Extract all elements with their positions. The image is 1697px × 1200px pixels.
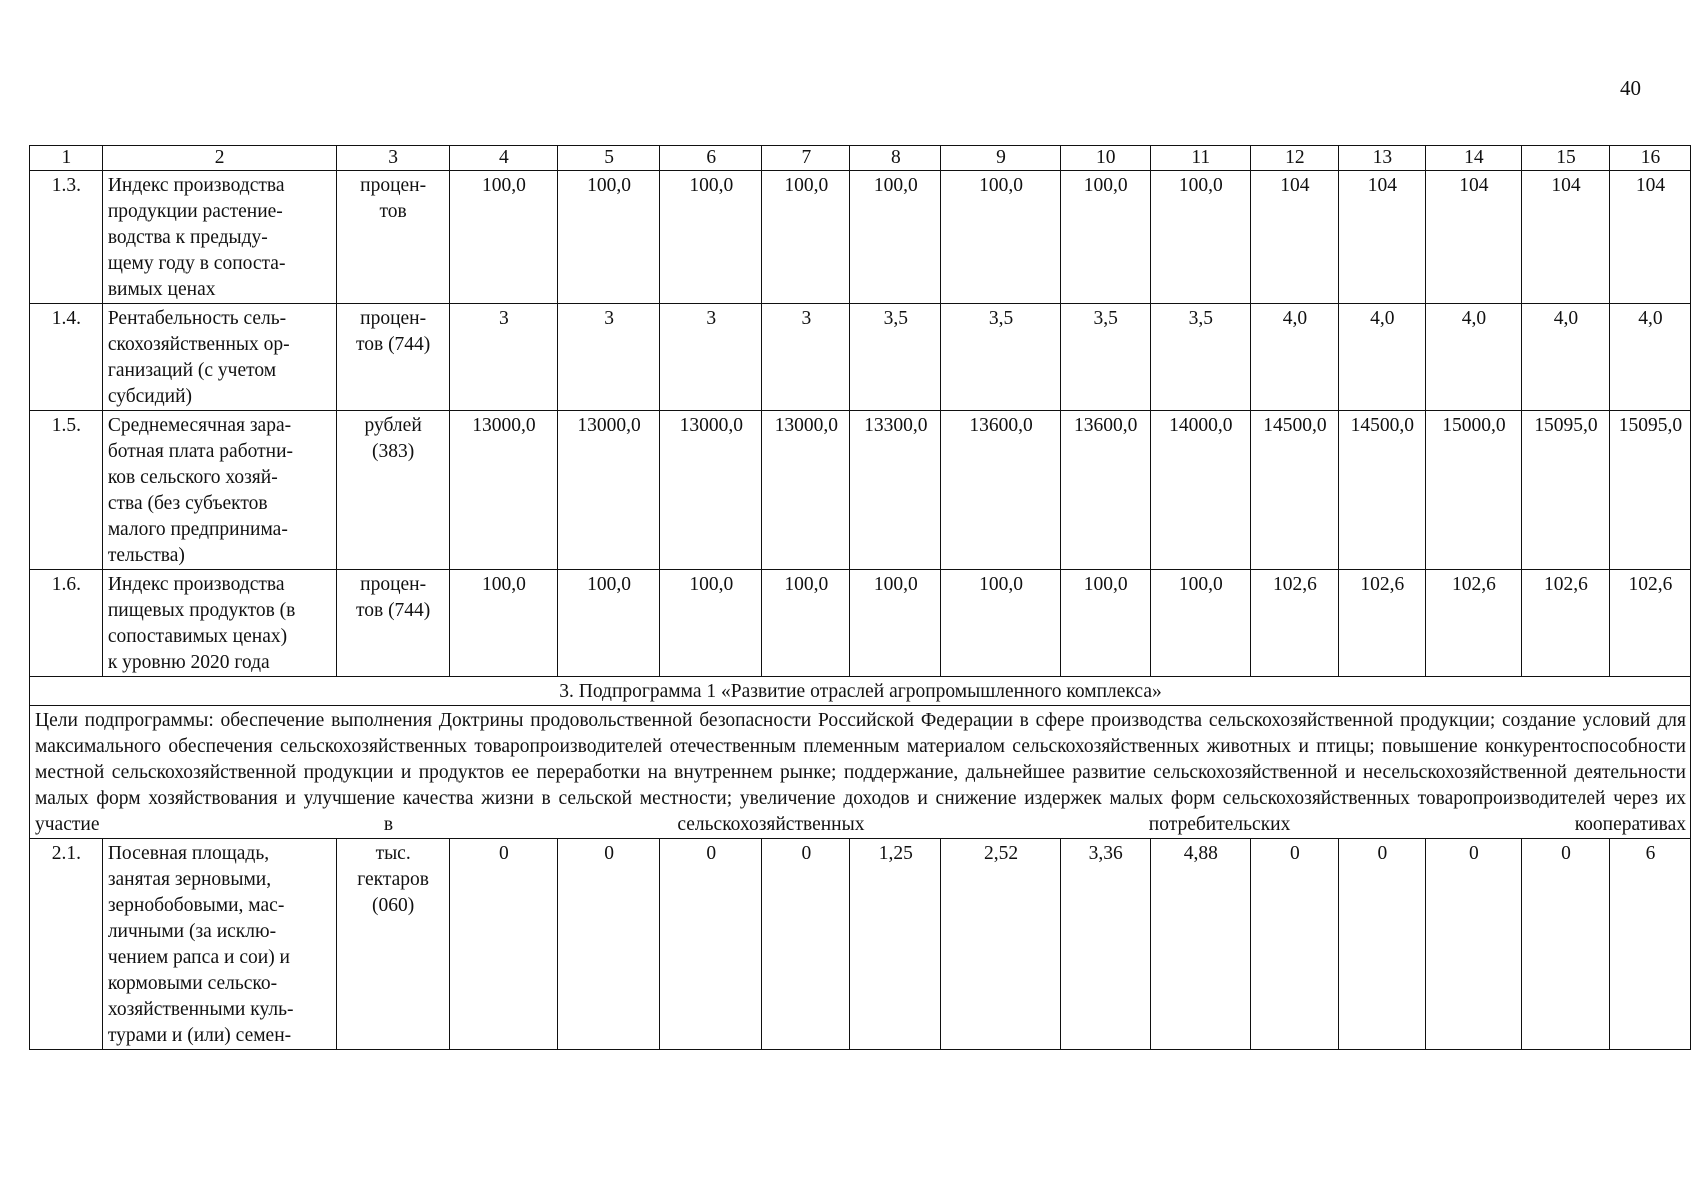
- value-cell: 100,0: [941, 570, 1060, 677]
- text-line: к уровню 2020 года: [107, 652, 270, 673]
- value-cell: 100,0: [558, 570, 660, 677]
- value-cell: 4,0: [1609, 304, 1690, 411]
- subprogram-goals: Цели подпрограммы: обеспечение выполнения Доктрины продовольственной безопасности Российской Федерации в сфере производства сельскохозяйственной продукции; создание условий для максимального обеспечения сельскохозяйственных товаропроизводителей отечественным племенным материалом сельскохозяйственных животных и птицы; повышение конкурентоспособности местной сельскохозяйственной продукции и продуктов ее переработки на внутреннем рынке; поддержание, дальнейшее развитие сельскохозяйственной и несельскохозяйственной деятельности малых форм хозяйствования и улучшение качества жизни в сельской местности; увеличение доходов и снижение издержек малых форм сельскохозяйственных товаропроизводителей через их участие в сельскохозяйственных потребительских кооперативах: [30, 706, 1691, 839]
- value-cell: 3: [558, 304, 660, 411]
- value-cell: 4,0: [1338, 304, 1425, 411]
- value-cell: 100,0: [762, 570, 850, 677]
- value-cell: 102,6: [1250, 570, 1338, 677]
- value-cell: 0: [1425, 839, 1521, 1050]
- row-number: 1.6.: [30, 570, 103, 677]
- text-line: процен-: [360, 574, 427, 595]
- value-cell: 102,6: [1521, 570, 1609, 677]
- value-cell: 3: [660, 304, 762, 411]
- indicator-name: [102, 839, 336, 1050]
- value-cell: 102,6: [1425, 570, 1521, 677]
- value-cell: 13000,0: [449, 411, 557, 570]
- text-line: ганизаций (с учетом: [107, 360, 277, 381]
- value-cell: 100,0: [850, 570, 941, 677]
- column-number-cell: 13: [1338, 146, 1425, 171]
- value-cell: 0: [1250, 839, 1338, 1050]
- column-number-cell: 10: [1060, 146, 1150, 171]
- column-number-cell: 7: [762, 146, 850, 171]
- value-cell: 104: [1250, 171, 1338, 304]
- value-cell: 100,0: [660, 570, 762, 677]
- text-line: субсидий): [107, 386, 193, 407]
- text-line: продукции растение-: [107, 201, 283, 222]
- row-number: 2.1.: [30, 839, 103, 1050]
- column-number-cell: 8: [850, 146, 941, 171]
- value-cell: 102,6: [1338, 570, 1425, 677]
- unit-of-measure: [336, 839, 449, 1050]
- value-cell: 0: [449, 839, 557, 1050]
- text-line: чением рапса и сои) и: [107, 947, 290, 968]
- value-cell: 3: [449, 304, 557, 411]
- unit-of-measure: [336, 304, 449, 411]
- value-cell: 14500,0: [1250, 411, 1338, 570]
- value-cell: 4,88: [1150, 839, 1250, 1050]
- text-line: рублей: [364, 415, 422, 436]
- value-cell: 1,25: [850, 839, 941, 1050]
- column-number-row: [30, 146, 1691, 171]
- indicator-name: [102, 171, 336, 304]
- indicator-name: [102, 411, 336, 570]
- value-cell: 0: [1338, 839, 1425, 1050]
- indicator-row: [30, 411, 1691, 570]
- indicators-table: [29, 145, 1691, 1050]
- page-number: 40: [1620, 76, 1641, 100]
- column-number-cell: 5: [558, 146, 660, 171]
- value-cell: 3,5: [1150, 304, 1250, 411]
- value-cell: 4,0: [1425, 304, 1521, 411]
- text-line: Индекс производства: [107, 175, 285, 196]
- column-number-cell: 2: [102, 146, 336, 171]
- indicator-row: [30, 570, 1691, 677]
- text-line: личными (за исклю-: [107, 921, 277, 942]
- text-line: (383): [372, 441, 415, 462]
- value-cell: 13000,0: [660, 411, 762, 570]
- column-number-cell: 6: [660, 146, 762, 171]
- row-number: 1.3.: [30, 171, 103, 304]
- row-number: 1.4.: [30, 304, 103, 411]
- column-number-cell: 4: [449, 146, 557, 171]
- indicator-name: [102, 304, 336, 411]
- value-cell: 100,0: [1150, 171, 1250, 304]
- text-line: занятая зерновыми,: [107, 869, 272, 890]
- value-cell: 100,0: [762, 171, 850, 304]
- column-number-cell: 12: [1250, 146, 1338, 171]
- value-cell: 14500,0: [1338, 411, 1425, 570]
- text-line: турами и (или) семен-: [107, 1025, 292, 1046]
- value-cell: 104: [1338, 171, 1425, 304]
- text-line: малого предпринима-: [107, 519, 288, 540]
- value-cell: 102,6: [1609, 570, 1690, 677]
- value-cell: 100,0: [1150, 570, 1250, 677]
- section-title: 3. Подпрограмма 1 «Развитие отраслей агропромышленного комплекса»: [30, 677, 1691, 706]
- value-cell: 13600,0: [941, 411, 1060, 570]
- text-line: тов (744): [355, 334, 431, 355]
- unit-of-measure: [336, 411, 449, 570]
- value-cell: 3: [762, 304, 850, 411]
- text-line: кормовыми сельско-: [107, 973, 278, 994]
- text-line: щему году в сопоста-: [107, 253, 286, 274]
- text-line: тов (744): [355, 600, 431, 621]
- value-cell: 100,0: [941, 171, 1060, 304]
- text-line: тыс.: [375, 843, 411, 864]
- text-line: гектаров: [357, 869, 430, 890]
- value-cell: 104: [1609, 171, 1690, 304]
- column-number-cell: 9: [941, 146, 1060, 171]
- value-cell: 13600,0: [1060, 411, 1150, 570]
- value-cell: 13000,0: [558, 411, 660, 570]
- text-line: (060): [372, 895, 415, 916]
- value-cell: 100,0: [558, 171, 660, 304]
- value-cell: 0: [558, 839, 660, 1050]
- goals-row: [30, 706, 1691, 839]
- text-line: сопоставимых ценах): [107, 626, 288, 647]
- text-line: пищевых продуктов (в: [107, 600, 296, 621]
- text-line: процен-: [360, 175, 427, 196]
- value-cell: 15095,0: [1521, 411, 1609, 570]
- value-cell: 3,5: [850, 304, 941, 411]
- text-line: Среднемесячная зара-: [107, 415, 292, 436]
- indicator-row: [30, 304, 1691, 411]
- text-line: зернобобовыми, мас-: [107, 895, 285, 916]
- value-cell: 104: [1521, 171, 1609, 304]
- value-cell: 104: [1425, 171, 1521, 304]
- column-number-cell: 1: [30, 146, 103, 171]
- value-cell: 100,0: [1060, 171, 1150, 304]
- column-number-cell: 14: [1425, 146, 1521, 171]
- indicator-row: [30, 171, 1691, 304]
- value-cell: 100,0: [850, 171, 941, 304]
- row-number: 1.5.: [30, 411, 103, 570]
- value-cell: 100,0: [449, 171, 557, 304]
- value-cell: 15000,0: [1425, 411, 1521, 570]
- text-line: Рентабельность сель-: [107, 308, 287, 329]
- indicator-row: [30, 839, 1691, 1050]
- column-number-cell: 3: [336, 146, 449, 171]
- indicator-name: [102, 570, 336, 677]
- value-cell: 3,5: [941, 304, 1060, 411]
- value-cell: 0: [1521, 839, 1609, 1050]
- value-cell: 100,0: [449, 570, 557, 677]
- text-line: ботная плата работни-: [107, 441, 294, 462]
- value-cell: 15095,0: [1609, 411, 1690, 570]
- text-line: вимых ценах: [107, 279, 216, 300]
- text-line: тельства): [107, 545, 185, 566]
- unit-of-measure: [336, 171, 449, 304]
- text-line: Посевная площадь,: [107, 843, 270, 864]
- text-line: ства (без субъектов: [107, 493, 268, 514]
- value-cell: 13000,0: [762, 411, 850, 570]
- column-number-cell: 16: [1609, 146, 1690, 171]
- value-cell: 0: [762, 839, 850, 1050]
- value-cell: 2,52: [941, 839, 1060, 1050]
- value-cell: 4,0: [1250, 304, 1338, 411]
- text-line: ков сельского хозяй-: [107, 467, 278, 488]
- value-cell: 14000,0: [1150, 411, 1250, 570]
- value-cell: 3,36: [1060, 839, 1150, 1050]
- value-cell: 3,5: [1060, 304, 1150, 411]
- value-cell: 100,0: [1060, 570, 1150, 677]
- column-number-cell: 15: [1521, 146, 1609, 171]
- text-line: скохозяйственных ор-: [107, 334, 290, 355]
- value-cell: 0: [660, 839, 762, 1050]
- value-cell: 13300,0: [850, 411, 941, 570]
- text-line: процен-: [360, 308, 427, 329]
- text-line: Индекс производства: [107, 574, 285, 595]
- text-line: тов: [379, 201, 407, 222]
- unit-of-measure: [336, 570, 449, 677]
- text-line: хозяйственными куль-: [107, 999, 294, 1020]
- value-cell: 4,0: [1521, 304, 1609, 411]
- value-cell: 6: [1609, 839, 1690, 1050]
- column-number-cell: 11: [1150, 146, 1250, 171]
- text-line: водства к предыду-: [107, 227, 268, 248]
- section-title-row: [30, 677, 1691, 706]
- value-cell: 100,0: [660, 171, 762, 304]
